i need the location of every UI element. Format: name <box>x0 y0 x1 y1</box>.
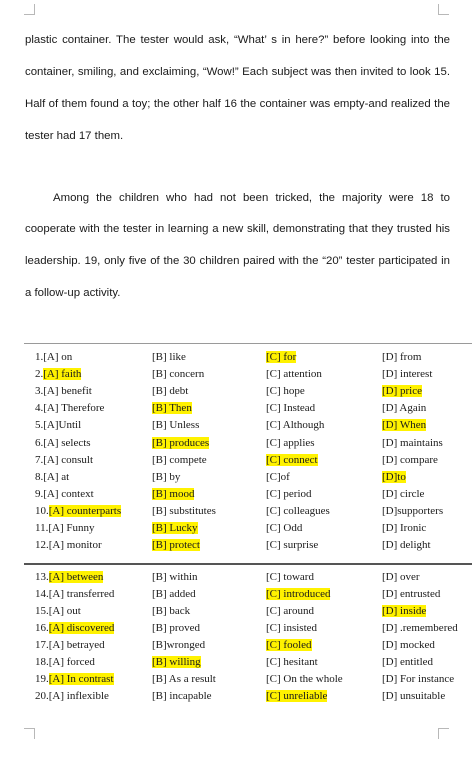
option-text: [A] between <box>48 571 104 583</box>
option-text: [A] betrayed <box>48 639 105 651</box>
option-text: [B] compete <box>152 453 207 466</box>
option-text: [D] Again <box>382 402 427 415</box>
option-a <box>35 654 95 670</box>
option-c <box>266 503 330 519</box>
option-text: [D] price <box>382 385 423 398</box>
option-b <box>152 569 198 585</box>
paragraph-line: Among the children who had not been tricked, the majority were 18 to <box>53 192 450 204</box>
option-row <box>0 486 474 503</box>
option-d <box>382 586 440 602</box>
question-number: 15. <box>35 605 49 617</box>
option-row <box>0 400 474 417</box>
option-d <box>382 417 426 433</box>
option-text: [D] interest <box>382 368 433 381</box>
option-b <box>152 435 209 451</box>
question-number: 2. <box>35 368 44 381</box>
paragraph-line: container, smiling, and exclaiming, “Wow!” Each subject was then invited to look 15. <box>25 66 450 78</box>
option-c <box>266 586 330 602</box>
option-row <box>0 366 474 383</box>
question-number: 12. <box>35 539 49 552</box>
option-a <box>35 400 104 416</box>
option-row <box>0 520 474 537</box>
option-a <box>35 349 72 365</box>
option-text: [B] As a result <box>152 673 216 685</box>
option-c <box>266 469 290 485</box>
option-a <box>35 569 103 585</box>
question-number: 4. <box>35 402 44 415</box>
paragraph-line: tester had 17 them. <box>25 130 124 142</box>
option-text: [C]of <box>266 470 290 483</box>
question-number: 14. <box>35 588 49 600</box>
option-b <box>152 586 196 602</box>
option-text: [A] discovered <box>48 622 115 634</box>
option-text: [D] inside <box>382 605 427 617</box>
option-b <box>152 486 194 502</box>
option-text: [C] hope <box>266 385 305 398</box>
option-c <box>266 637 312 653</box>
option-text: [B] like <box>152 351 186 363</box>
option-d <box>382 383 422 399</box>
option-b <box>152 520 198 536</box>
option-a <box>35 620 114 636</box>
option-d <box>382 620 458 636</box>
option-text: [A] Therefore <box>43 402 105 415</box>
option-c <box>266 520 302 536</box>
option-text: [C] toward <box>266 571 314 583</box>
option-d <box>382 520 426 536</box>
option-text: [A] transferred <box>48 588 115 600</box>
option-a <box>35 603 81 619</box>
option-a <box>35 637 105 653</box>
option-text: [B] Lucky <box>152 522 198 534</box>
option-b <box>152 637 205 653</box>
option-text: [B] debt <box>152 385 189 398</box>
option-a <box>35 435 91 451</box>
option-text: [D] compare <box>382 453 438 466</box>
option-text: [C] hesitant <box>266 656 318 668</box>
question-number: 6. <box>35 436 44 449</box>
option-text: [D] over <box>382 571 420 583</box>
option-text: [A] on <box>43 351 73 363</box>
option-a <box>35 452 93 468</box>
option-c <box>266 366 322 382</box>
option-d <box>382 688 445 704</box>
option-c <box>266 417 324 433</box>
option-row <box>0 654 474 671</box>
option-text: [B] proved <box>152 622 200 634</box>
option-text: [D] entrusted <box>382 588 441 600</box>
option-c <box>266 452 318 468</box>
option-b <box>152 503 216 519</box>
option-text: [D] Ironic <box>382 522 427 534</box>
option-text: [D] For instance <box>382 673 455 685</box>
option-text: [C] connect <box>266 453 318 466</box>
option-text: [C] surprise <box>266 539 319 552</box>
option-b <box>152 400 192 416</box>
option-text: [B] substitutes <box>152 504 216 517</box>
option-a <box>35 688 109 704</box>
option-row <box>0 688 474 705</box>
option-text: [C] introduced <box>266 588 331 600</box>
question-number: 5. <box>35 419 44 432</box>
question-number: 8. <box>35 470 44 483</box>
option-a <box>35 520 94 536</box>
option-text: [A] Funny <box>48 522 95 534</box>
option-d <box>382 654 433 670</box>
option-b <box>152 349 186 365</box>
option-b <box>152 452 207 468</box>
option-b <box>152 383 188 399</box>
option-c <box>266 400 315 416</box>
question-number: 17. <box>35 639 49 651</box>
option-text: [D] circle <box>382 487 425 500</box>
question-number: 18. <box>35 656 49 668</box>
option-text: [A] out <box>48 605 81 617</box>
option-c <box>266 569 314 585</box>
option-text: [A] context <box>43 487 94 500</box>
option-text: [D] When <box>382 419 427 432</box>
option-a <box>35 469 69 485</box>
option-text: [C] On the whole <box>266 673 343 685</box>
question-number: 13. <box>35 571 49 583</box>
paragraph-line: cooperate with the tester in learning a new skill, demonstrating that they trusted his <box>25 223 450 235</box>
option-b <box>152 537 200 553</box>
option-d <box>382 637 435 653</box>
option-text: [C] around <box>266 605 314 617</box>
option-d <box>382 400 426 416</box>
option-a <box>35 586 114 602</box>
paragraph-line: a follow-up activity. <box>25 287 121 299</box>
option-row <box>0 435 474 452</box>
option-text: [C] period <box>266 487 312 500</box>
question-number: 7. <box>35 453 44 466</box>
option-row <box>0 452 474 469</box>
option-d <box>382 366 432 382</box>
option-text: [B] within <box>152 571 198 583</box>
option-text: [A] faith <box>43 368 82 381</box>
option-text: [D] mocked <box>382 639 435 651</box>
option-text: [D]to <box>382 470 406 483</box>
option-d <box>382 452 438 468</box>
question-number: 16. <box>35 622 49 634</box>
option-text: [D] .remembered <box>382 622 458 634</box>
option-text: [C] colleagues <box>266 504 330 517</box>
option-a <box>35 671 114 687</box>
option-text: [D] maintains <box>382 436 443 449</box>
question-number: 11. <box>35 522 49 534</box>
option-text: [C] insisted <box>266 622 318 634</box>
option-c <box>266 537 318 553</box>
option-text: [A] benefit <box>43 385 92 398</box>
option-a <box>35 383 92 399</box>
option-row <box>0 603 474 620</box>
option-d <box>382 537 431 553</box>
option-row <box>0 586 474 603</box>
option-b <box>152 620 200 636</box>
option-text: [C] Odd <box>266 522 303 534</box>
option-c <box>266 688 327 704</box>
option-a <box>35 366 81 382</box>
option-c <box>266 654 318 670</box>
option-text: [B] protect <box>152 539 200 552</box>
option-b <box>152 671 216 687</box>
option-c <box>266 671 343 687</box>
option-text: [B] concern <box>152 368 205 381</box>
option-b <box>152 688 212 704</box>
option-text: [A] inflexible <box>48 690 109 702</box>
option-c <box>266 349 296 365</box>
option-b <box>152 469 180 485</box>
option-text: [B] by <box>152 470 181 483</box>
option-c <box>266 620 317 636</box>
option-row <box>0 620 474 637</box>
option-c <box>266 486 312 502</box>
option-a <box>35 537 102 553</box>
option-b <box>152 654 201 670</box>
option-row <box>0 417 474 434</box>
option-text: [D] delight <box>382 539 431 552</box>
option-text: [C] unreliable <box>266 690 328 702</box>
option-b <box>152 417 199 433</box>
option-text: [D] from <box>382 351 422 363</box>
option-row <box>0 637 474 654</box>
option-row <box>0 469 474 486</box>
option-text: [A] consult <box>43 453 94 466</box>
question-number: 20. <box>35 690 49 702</box>
option-text: [B] Then <box>152 402 192 415</box>
option-b <box>152 603 190 619</box>
option-text: [A] In contrast <box>48 673 114 685</box>
option-c <box>266 383 305 399</box>
option-text: [C] Instead <box>266 402 316 415</box>
option-text: [D] entitled <box>382 656 434 668</box>
option-c <box>266 603 314 619</box>
option-row <box>0 537 474 554</box>
option-text: [B] Unless <box>152 419 200 432</box>
option-row <box>0 503 474 520</box>
option-text: [C] attention <box>266 368 322 381</box>
option-d <box>382 469 406 485</box>
question-number: 3. <box>35 385 44 398</box>
option-c <box>266 435 315 451</box>
option-d <box>382 503 443 519</box>
question-number: 19. <box>35 673 49 685</box>
option-d <box>382 349 421 365</box>
option-text: [B] back <box>152 605 191 617</box>
option-text: [C] for <box>266 351 297 363</box>
option-row <box>0 569 474 586</box>
option-text: [A] counterparts <box>48 504 122 517</box>
paragraph-line: leadership. 19, only five of the 30 children paired with the “20” tester participated in <box>25 255 450 267</box>
option-text: [D] unsuitable <box>382 690 446 702</box>
option-row <box>0 671 474 688</box>
option-text: [B] incapable <box>152 690 212 702</box>
option-text: [C] fooled <box>266 639 312 651</box>
option-text: [B] added <box>152 588 196 600</box>
option-b <box>152 366 204 382</box>
option-d <box>382 435 443 451</box>
option-text: [A] at <box>43 470 70 483</box>
option-a <box>35 486 94 502</box>
option-a <box>35 417 81 433</box>
option-text: [B] willing <box>152 656 201 668</box>
option-text: [A] selects <box>43 436 91 449</box>
option-text: [B] produces <box>152 436 210 449</box>
paragraph-line: plastic container. The tester would ask, “What’ s in here?” before looking into the <box>25 34 450 46</box>
option-row <box>0 383 474 400</box>
question-number: 9. <box>35 487 44 500</box>
option-text: [B]wronged <box>152 639 206 651</box>
option-text: [D]supporters <box>382 504 444 517</box>
paragraph-line: Half of them found a toy; the other half 16 the container was empty-and realized the <box>25 98 450 110</box>
option-text: [A]Until <box>43 419 82 432</box>
option-a <box>35 503 121 519</box>
option-text: [B] mood <box>152 487 195 500</box>
option-text: [A] forced <box>48 656 95 668</box>
question-number: 10. <box>35 504 49 517</box>
option-text: [C] applies <box>266 436 315 449</box>
option-d <box>382 603 426 619</box>
option-text: [A] monitor <box>48 539 102 552</box>
option-d <box>382 671 454 687</box>
option-row <box>0 349 474 366</box>
option-d <box>382 486 424 502</box>
option-d <box>382 569 420 585</box>
question-number: 1. <box>35 351 44 363</box>
option-text: [C] Although <box>266 419 325 432</box>
